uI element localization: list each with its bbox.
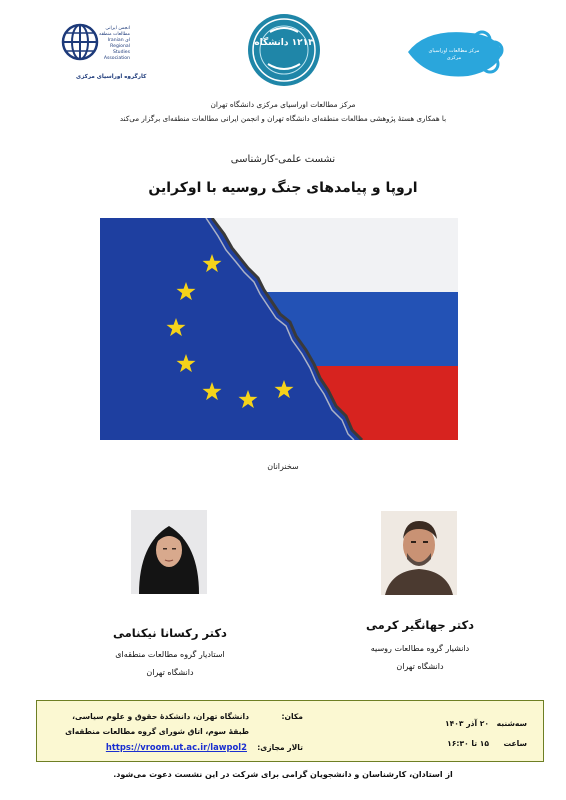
speaker-university-karami: دانشگاه تهران [396, 662, 444, 671]
event-time: ۱۵ تا ۱۶:۳۰ [447, 739, 489, 748]
time-label: ساعت [503, 739, 527, 748]
central-eurasia-center-logo [398, 22, 508, 82]
logo-center-text: ۱۲۱۳ دانشگاه [254, 38, 314, 48]
speaker-title-karami: دانشیار گروه مطالعات روسیه [370, 644, 470, 653]
collaboration-line: با همکاری هستهٔ پژوهشی مطالعات منطقه‌ای دانشگاه تهران و انجمن ایرانی مطالعات منطقه‌ای برگزار می‌کند [119, 114, 447, 123]
flag-illustration [100, 218, 458, 440]
event-subtitle: نشست علمی-کارشناسی [230, 154, 336, 165]
speaker-photo-niknami [131, 510, 207, 594]
logo-left-text: انجمن ایرانی مطالعات منطقه ای Iranian Regional Studies Association [99, 26, 130, 61]
speaker-portrait-man [381, 511, 457, 595]
place-line-2: طبقهٔ سوم، اتاق شورای گروه مطالعات منطقه‌ای [65, 727, 249, 736]
speaker-name-karami: دکتر جهانگیر کرمی [365, 618, 475, 632]
speaker-photo-karami [381, 511, 457, 595]
university-of-tehran-logo [246, 12, 322, 88]
speaker-university-niknami: دانشگاه تهران [146, 668, 194, 677]
event-day: سه‌شنبه [496, 719, 527, 728]
speaker-title-niknami: استادیار گروه مطالعات منطقه‌ای [115, 650, 225, 659]
place-line-1: دانشگاه تهران، دانشکدهٔ حقوق و علوم سیاسی، [72, 712, 249, 721]
event-details-box [36, 700, 544, 762]
logo-right-text: مرکز مطالعات اوراسیای مرکزی [428, 48, 480, 61]
iranian-regional-studies-logo [60, 20, 165, 90]
logo-left-caption: کارگروه اوراسیای مرکزی [76, 74, 147, 80]
virtual-room-link[interactable]: https://vroom.ut.ac.ir/lawpol2 [105, 742, 247, 752]
invitation-footer: از استادان، کارشناسان و دانشجویان گرامی برای شرکت در این نشست دعوت می‌شود. [113, 770, 453, 779]
event-date: ۲۰ آذر ۱۴۰۳ [445, 719, 489, 728]
place-label: مکان: [281, 712, 303, 721]
speakers-heading: سخنرانان [267, 462, 299, 471]
speaker-portrait-woman [131, 510, 207, 594]
event-title: اروپا و پیامدهای جنگ روسیه با اوکراین [148, 180, 418, 196]
eu-russia-cracked-flag-image [100, 218, 458, 440]
organizer-line: مرکز مطالعات اوراسیای مرکزی دانشگاه تهران [210, 100, 356, 109]
globe-icon [60, 20, 100, 64]
virtual-room-label: تالار مجازی: [257, 743, 303, 752]
speaker-name-niknami: دکتر رکسانا نیکنامی [113, 626, 227, 640]
university-seal-icon [246, 12, 322, 88]
